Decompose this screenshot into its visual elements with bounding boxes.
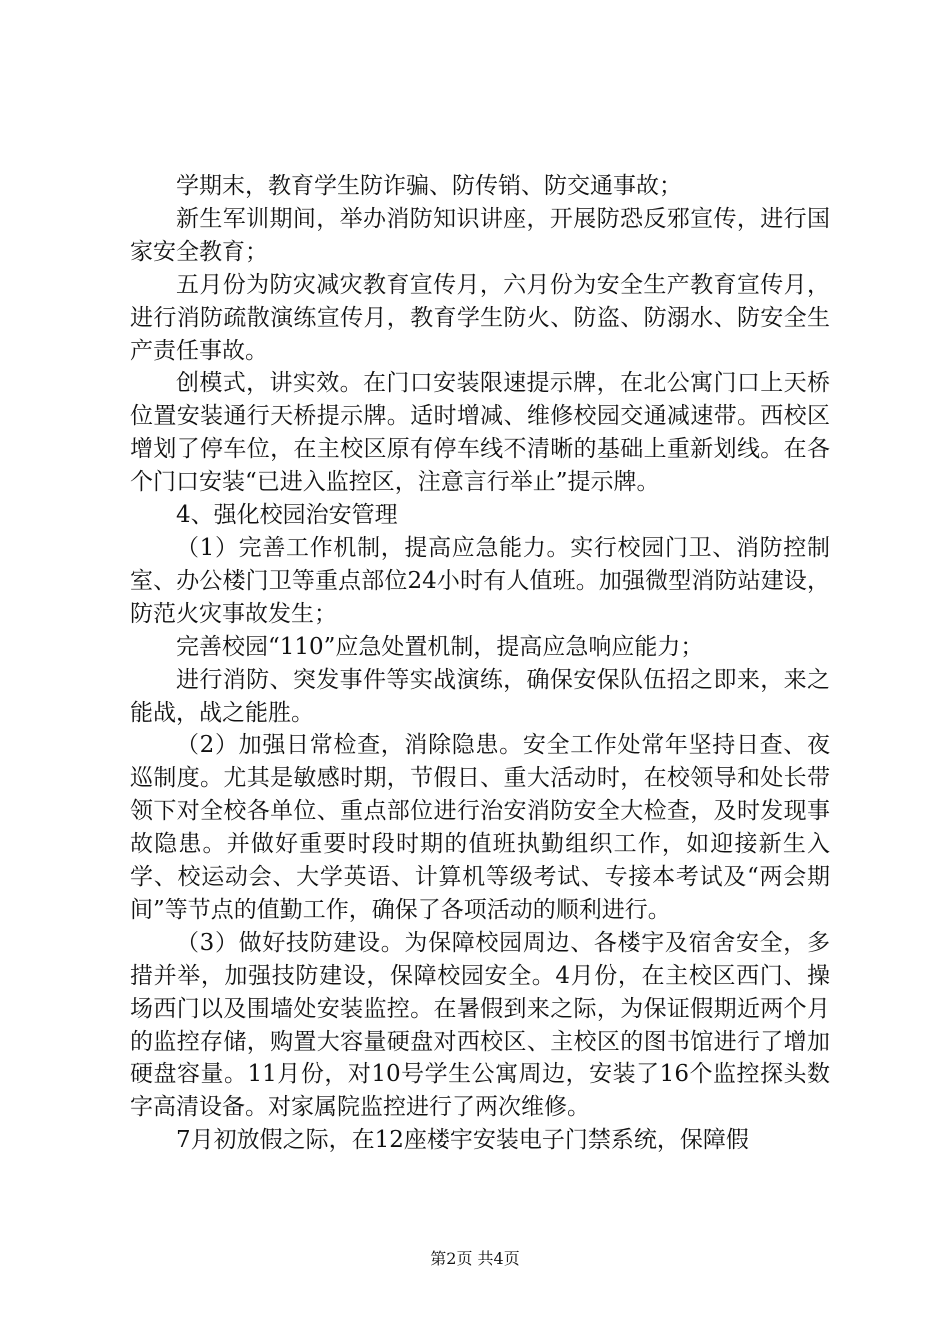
page-footer: 第2页 共4页	[430, 1249, 520, 1268]
section-heading-4: 4、强化校园治安管理	[176, 502, 398, 529]
paragraph-4: 创模式，讲实效。在门口安装限速提示牌，在北公寓门口上天桥位置安装通行天桥提示牌。适时增减、维修校园交通减速带。西校区增划了停车位，在主校区原有停车线不清晰的基础上重新划线。在各个门口安装“已进入监控区，注意言行举止”提示牌。	[130, 370, 830, 496]
paragraph-2: 新生军训期间，举办消防知识讲座，开展防恐反邪宣传，进行国家安全教育；	[130, 205, 830, 265]
paragraph-item-1: （1）完善工作机制，提高应急能力。实行校园门卫、消防控制室、办公楼门卫等重点部位24小时有人值班。加强微型消防站建设，防范火灾事故发生；	[130, 534, 830, 627]
paragraph-110: 完善校园“110”应急处置机制，提高应急响应能力；	[176, 633, 704, 660]
paragraph-1: 学期末，教育学生防诈骗、防传销、防交通事故；	[176, 173, 682, 199]
paragraph-drill: 进行消防、突发事件等实战演练，确保安保队伍招之即来，来之能战，战之能胜。	[130, 666, 830, 726]
paragraph-item-3: （3）做好技防建设。为保障校园周边、各楼宇及宿舍安全，多措并举，加强技防建设，保障校园安全。4月份，在主校区西门、操场西门以及围墙处安装监控。在暑假到来之际，为保证假期近两个月的监控存储，购置大容量硬盘对西校区、主校区的图书馆进行了增加硬盘容量。11月份，对10号学生公寓周边，安装了16个监控探头数字高清设备。对家属院监控进行了两次维修。	[130, 929, 830, 1121]
document-body	[130, 170, 830, 1157]
paragraph-july: 7月初放假之际，在12座楼宇安装电子门禁系统，保障假	[176, 1127, 749, 1154]
paragraph-item-2: （2）加强日常检查，消除隐患。安全工作处常年坚持日查、夜巡制度。尤其是敏感时期，节假日、重大活动时，在校领导和处长带领下对全校各单位、重点部位进行治安消防安全大检查，及时发现事故隐患。并做好重要时段时期的值班执勤组织工作，如迎接新生入学、校运动会、大学英语、计算机等级考试、专接本考试及“两会期间”等节点的值勤工作，确保了各项活动的顺利进行。	[130, 732, 830, 923]
paragraph-3: 五月份为防灾减灾教育宣传月，六月份为安全生产教育宣传月，进行消防疏散演练宣传月，教育学生防火、防盗、防溺水、防安全生产责任事故。	[130, 271, 830, 364]
